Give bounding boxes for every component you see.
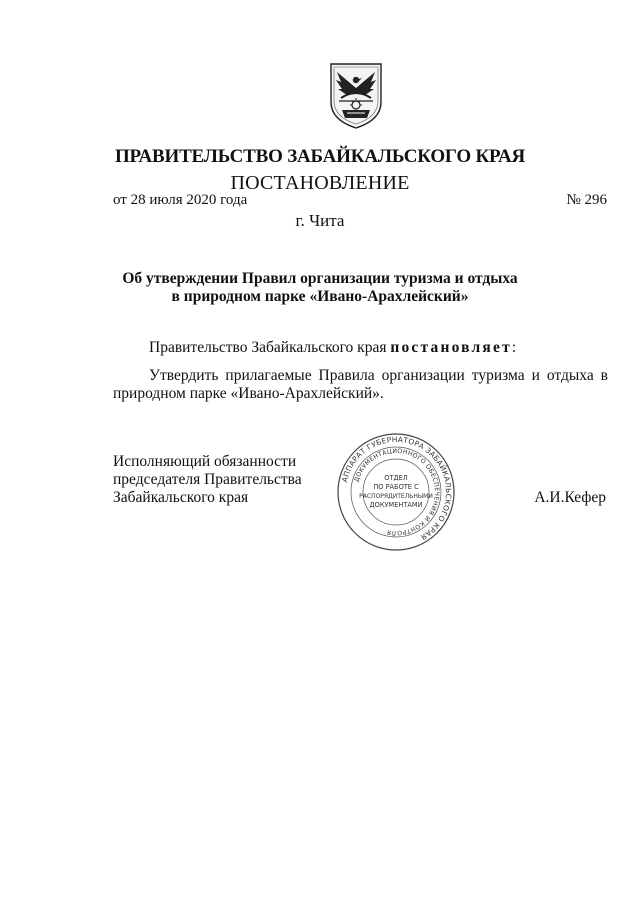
document-title xyxy=(0,270,640,306)
stamp-center-line-3: РАСПОРЯДИТЕЛЬНЫМИ xyxy=(359,493,433,500)
stamp-outer-text: АППАРАТ ГУБЕРНАТОРА ЗАБАЙКАЛЬСКОГО КРАЯ xyxy=(340,434,454,542)
stamp-inner-text: ДОКУМЕНТАЦИОННОГО ОБЕСПЕЧЕНИЯ И КОНТРОЛЯ xyxy=(353,447,441,537)
organization-name: ПРАВИТЕЛЬСТВО ЗАБАЙКАЛЬСКОГО КРАЯ xyxy=(114,146,526,167)
preamble-suffix: : xyxy=(511,339,517,356)
stamp-center-line-2: ПО РАБОТЕ С xyxy=(373,483,419,491)
document-number: № 296 xyxy=(566,192,607,208)
title-line-2: в природном парке «Ивано-Арахлейский» xyxy=(171,288,469,305)
official-round-stamp xyxy=(334,430,458,554)
signer-position-line-3: Забайкальского края xyxy=(113,489,249,506)
document-date: от 28 июля 2020 года xyxy=(113,192,248,208)
document-city: г. Чита xyxy=(295,211,345,230)
preamble xyxy=(149,339,516,357)
signer-name: А.И.Кефер xyxy=(534,489,606,506)
preamble-prefix: Правительство Забайкальского края xyxy=(149,339,387,356)
signer-position xyxy=(113,453,302,507)
signer-position-line-1: Исполняющий обязанности xyxy=(113,453,297,470)
resolution-paragraph: Утвердить прилагаемые Правила организации туризма и отдыха в природном парке «Ивано-Арахлейский». xyxy=(113,367,608,402)
preamble-decree: постановляет xyxy=(390,339,512,356)
document-type: ПОСТАНОВЛЕНИЕ xyxy=(230,172,410,194)
coat-of-arms-emblem xyxy=(327,58,385,130)
stamp-center-line-4: ДОКУМЕНТАМИ xyxy=(369,501,423,509)
title-line-1: Об утверждении Правил организации туризма и отдыха xyxy=(122,270,518,287)
stamp-center-line-1: ОТДЕЛ xyxy=(384,474,408,482)
signer-position-line-2: председателя Правительства xyxy=(113,471,302,488)
